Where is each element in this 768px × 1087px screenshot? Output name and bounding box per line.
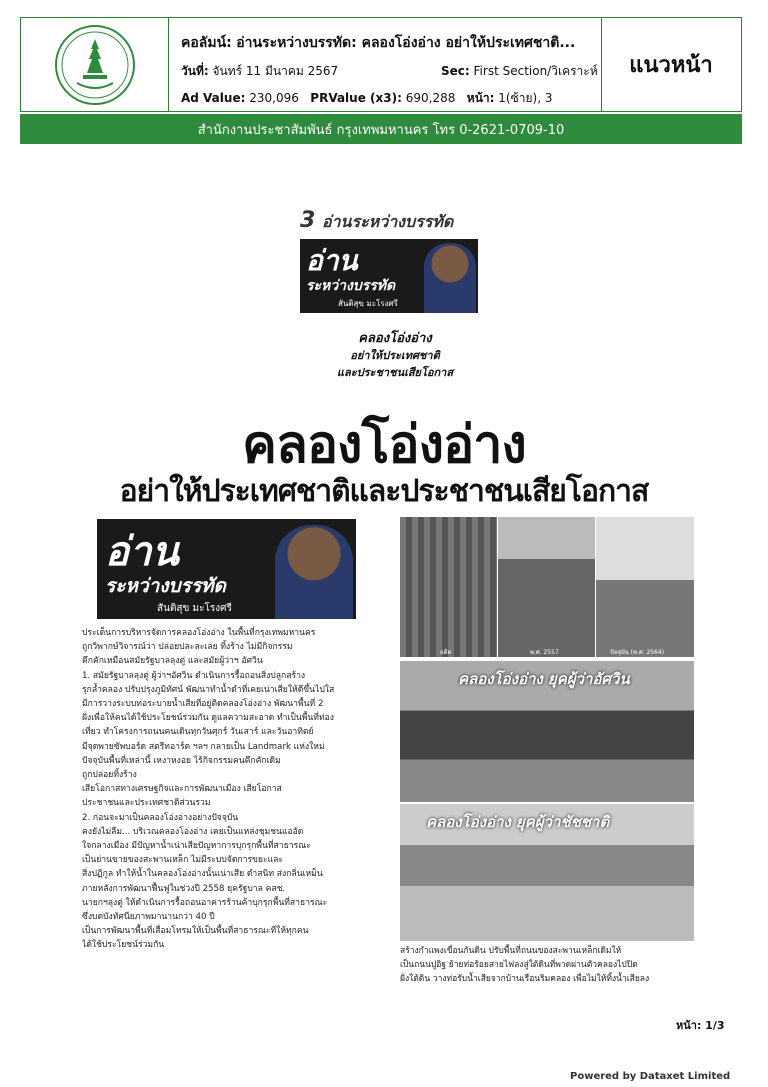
body-line: ซึ่งบดบังทัศนียภาพมานานกว่า 40 ปี — [82, 912, 215, 923]
seal-icon — [53, 23, 137, 107]
photo-label: อดีต — [440, 649, 452, 656]
body-line: ภายหลังการพัฒนาฟื้นฟูในช่วงปี 2558 ยุครัฐบาล คสช. — [82, 883, 286, 894]
body-line: ใจกลางเมือง มีปัญหาน้ำเน่าเสียปัญหาการบุกรุกพื้นที่สาธารณะ — [82, 841, 311, 852]
body-line: ประเด็นการบริหารจัดการคลองโอ่งอ่าง ในพื้นที่กรุงเทพมหานคร — [82, 628, 316, 638]
headline-main: คลองโอ่งอ่าง — [242, 415, 526, 475]
body-line: มีจุดพายซัพบอร์ด สตรีทอาร์ต ฯลฯ กลายเป็น Landmark แห่งใหม่ — [82, 741, 325, 752]
photo-chadchart-era — [400, 804, 694, 941]
kicker: 3 อ่านระหว่างบรรทัด — [300, 208, 454, 233]
banner-line2: ระหว่างบรรทัด — [105, 575, 226, 597]
column-banner-small — [300, 239, 478, 313]
headline-sub: อย่าให้ประเทศชาติและประชาชนเสียโอกาส — [119, 474, 649, 509]
body-line: ถูกวิพากษ์วิจารณ์ว่า ปล่อยปละละเลย ทิ้งร้าง ไม่มีกิจกรรม — [82, 642, 293, 653]
body-line: เป็นการพัฒนาพื้นที่เสื่อมโทรมให้เป็นพื้นที่สาธารณะที่ให้ทุกคน — [82, 926, 309, 937]
body-line: ได้ใช้ประโยชน์ร่วมกัน — [82, 940, 165, 951]
photo-triptych — [400, 517, 694, 657]
body-line: รุกล้ำคลอง ปรับปรุงภูมิทัศน์ พัฒนาทำน้ำดำที่เคยเน่าเสียให้ดีขึ้นไปใส — [82, 684, 335, 695]
body-line: เป็นย่านขายของสะพานเหล็ก ไม่มีระบบจัดการขยะและ — [82, 855, 284, 866]
teaser-line: และประชาชนเสียโอกาส — [336, 366, 454, 379]
caption-line: ฝั่งใต้ดิน วางท่อรับน้ำเสียจากบ้านเรือนริมคลอง เพื่อไม่ให้ทิ้งน้ำเสียลง — [400, 974, 650, 984]
caption-line: สร้างกำแพงเขื่อนกันดิน ปรับพื้นที่ถนนของสะพานเหล็กเดิมให้ — [400, 946, 622, 956]
banner-author: สันติสุข มะโรงศรี — [157, 603, 232, 614]
column-banner-large — [97, 519, 356, 619]
photo-2564 — [596, 517, 694, 657]
photo-aswin-era — [400, 661, 694, 802]
photo-caption-overlay: คลองโอ่งอ่าง ยุคผู้ว่าอัศวิน — [458, 670, 630, 688]
clipping-meta — [169, 18, 601, 111]
newspaper-name: แนวหน้า — [601, 18, 740, 111]
photo-past — [400, 517, 497, 657]
body-line: เที่ยว ทำโครงการถนนคนเดินทุกวันศุกร์ วันเสาร์ และวันอาทิตย์ — [82, 727, 314, 738]
body-line: ปัจจุบันพื้นที่เหล่านี้ เหงาหงอย ไร้กิจกรรมคนคึกคักเดิม — [82, 755, 281, 766]
author-portrait-large — [275, 525, 353, 619]
banner-author: สันติสุข มะโรงศรี — [338, 299, 398, 308]
teaser-line: อย่าให้ประเทศชาติ — [350, 349, 440, 362]
body-line: มีการวางระบบท่อระบายน้ำเสียที่อยู่ติดคลองโอ่งอ่าง พัฒนาพื้นที่ 2 — [82, 699, 324, 710]
photo-2557 — [498, 517, 595, 657]
banner-big-text: อ่าน — [105, 529, 179, 575]
author-portrait-small — [424, 243, 476, 313]
body-line: คึกคักเหมือนสมัยรัฐบาลลุงตู่ และสมัยผู้ว่าฯ อัศวิน — [82, 656, 263, 667]
body-line: ประชาชนและประเทศชาติส่วนรวม — [82, 798, 211, 809]
body-line: สิ่งปฏิกูล ทำให้น้ำในคลองโอ่งอ่างนั้นเน่าเสีย ดำสนิท ส่งกลิ่นเหม็น — [82, 869, 323, 880]
caption-line: เป็นถนนปูอิฐ ย้ายท่อร้อยสายไฟลงสู่ใต้ดินที่พาดผ่านตัวคลองไปปิด — [400, 960, 638, 970]
clipping-header — [20, 17, 742, 112]
banner-line2: ระหว่างบรรทัด — [306, 278, 396, 294]
photo-caption — [400, 944, 696, 986]
body-line: 1. สมัยรัฐบาลลุงตู่ ผู้ว่าฯอัศวิน ดำเนินการรื้อถอนสิ่งปลูกสร้าง — [82, 670, 306, 681]
body-line: คงยังไม่ลืม... บริเวณคลองโอ่งอ่าง เคยเป็นแหล่งชุมชนแออัด — [82, 826, 304, 837]
photo-label: พ.ศ. 2557 — [530, 649, 559, 656]
teaser — [330, 330, 460, 381]
body-line: ฝั่งเพื่อให้คนได้ใช้ประโยชน์ร่วมกัน ดูแลความสะอาด ทำเป็นพื้นที่ท่อง — [82, 713, 334, 724]
body-line: นายกฯลุงตู่ ให้ดำเนินการรื้อถอนอาคารร้านค้าบุกรุกพื้นที่สาธารณะ — [82, 897, 328, 908]
sec-line: Sec: First Section/วิเคราะห์ — [441, 64, 598, 78]
photo-label: ปัจจุบัน (พ.ศ. 2564) — [610, 649, 665, 656]
photo-caption-overlay: คลองโอ่งอ่าง ยุคผู้ว่าชัชชาติ — [426, 813, 610, 831]
banner-big-text: อ่าน — [306, 244, 358, 277]
teaser-line: คลองโอ่งอ่าง — [358, 331, 432, 346]
page-counter: หน้า: 1/3 — [676, 1019, 725, 1032]
bma-seal-logo — [21, 18, 169, 111]
ad-line: Ad Value: 230,096 PRValue (x3): 690,288 หน้า: 1(ซ้าย), 3 — [181, 91, 553, 105]
powered-by: Powered by Dataxet Limited — [570, 1071, 731, 1082]
body-line: 2. ก่อนจะมาเป็นคลองโอ่งอ่างอย่างปัจจุบัน — [82, 812, 239, 823]
date-line: วันที่: จันทร์ 11 มีนาคม 2567 — [181, 64, 339, 78]
body-line: ถูกปล่อยทิ้งร้าง — [82, 770, 137, 781]
body-line: เสียโอกาสทางเศรษฐกิจและการพัฒนาเมือง เสียโอกาส — [82, 784, 282, 795]
office-bar: สำนักงานประชาสัมพันธ์ กรุงเทพมหานคร โทร 0-2621-0709-10 — [20, 114, 742, 144]
article-body — [82, 626, 388, 953]
column-line: คอลัมน์: อ่านระหว่างบรรทัด: คลองโอ่งอ่าง อย่าให้ประเทศชาติ... — [181, 35, 576, 51]
